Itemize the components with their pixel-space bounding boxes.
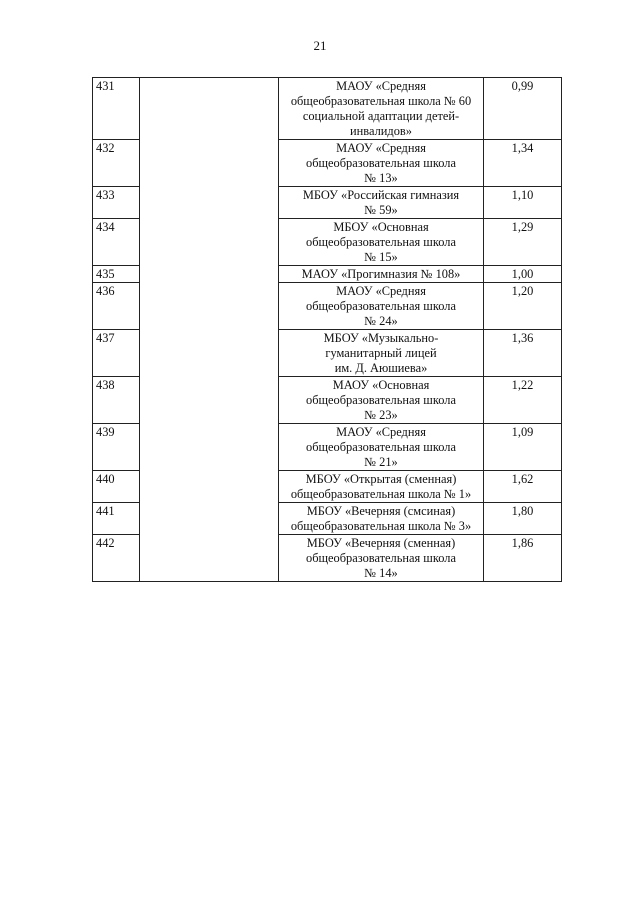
school-name-line: общеобразовательная школа xyxy=(306,235,456,249)
row-number: 433 xyxy=(93,187,140,219)
school-name-cell xyxy=(279,187,484,219)
coefficient-value: 0,99 xyxy=(484,78,562,140)
coefficient-value: 1,09 xyxy=(484,424,562,471)
school-name-line: № 24» xyxy=(364,314,398,328)
school-name-line: общеобразовательная школа xyxy=(306,156,456,170)
coefficient-value: 1,20 xyxy=(484,283,562,330)
school-name-cell xyxy=(279,503,484,535)
row-number: 439 xyxy=(93,424,140,471)
school-name-line: социальной адаптации детей- xyxy=(302,109,460,123)
merged-empty-cell xyxy=(140,78,279,582)
coefficient-value: 1,80 xyxy=(484,503,562,535)
coefficient-value: 1,36 xyxy=(484,330,562,377)
school-name-line: МАОУ «Средняя xyxy=(336,425,426,439)
school-name-cell xyxy=(279,78,484,140)
row-number: 432 xyxy=(93,140,140,187)
school-name-line: № 13» xyxy=(364,171,398,185)
school-name-line: МБОУ «Музыкально- xyxy=(323,331,439,345)
schools-table xyxy=(92,77,562,582)
school-name-line: общеобразовательная школа xyxy=(306,299,456,313)
table-body xyxy=(93,78,562,582)
table-row xyxy=(93,78,562,140)
school-name-line: общеобразовательная школа № 60 xyxy=(290,94,472,108)
school-name-cell xyxy=(279,219,484,266)
school-name-line: МБОУ «Открытая (сменная) xyxy=(305,472,457,486)
school-name-line: МАОУ «Средняя xyxy=(336,79,426,93)
school-name-line: инвалидов» xyxy=(350,124,412,138)
row-number: 442 xyxy=(93,535,140,582)
school-name-line: № 23» xyxy=(364,408,398,422)
row-number: 431 xyxy=(93,78,140,140)
school-name-cell xyxy=(279,471,484,503)
row-number: 438 xyxy=(93,377,140,424)
school-name-cell xyxy=(279,140,484,187)
coefficient-value: 1,29 xyxy=(484,219,562,266)
school-name-line: № 15» xyxy=(364,250,398,264)
school-name-cell xyxy=(279,424,484,471)
coefficient-value: 1,34 xyxy=(484,140,562,187)
school-name-cell xyxy=(279,266,484,283)
row-number: 437 xyxy=(93,330,140,377)
school-name-line: гуманитарный лицей xyxy=(325,346,437,360)
school-name-line: общеобразовательная школа № 1» xyxy=(290,487,472,501)
school-name-cell xyxy=(279,283,484,330)
school-name-cell xyxy=(279,330,484,377)
coefficient-value: 1,86 xyxy=(484,535,562,582)
row-number: 440 xyxy=(93,471,140,503)
school-name-line: № 21» xyxy=(364,455,398,469)
row-number: 435 xyxy=(93,266,140,283)
row-number: 436 xyxy=(93,283,140,330)
school-name-line: им. Д. Аюшиева» xyxy=(334,361,428,375)
school-name-line: МБОУ «Вечерняя (сменная) xyxy=(306,536,456,550)
school-name-line: общеобразовательная школа xyxy=(306,551,456,565)
school-name-line: общеобразовательная школа № 3» xyxy=(290,519,472,533)
school-name-line: МАОУ «Основная xyxy=(332,378,430,392)
school-name-cell xyxy=(279,535,484,582)
row-number: 441 xyxy=(93,503,140,535)
school-name-line: общеобразовательная школа xyxy=(306,393,456,407)
school-name-line: № 14» xyxy=(364,566,398,580)
page-number: 21 xyxy=(313,38,327,53)
school-name-cell xyxy=(279,377,484,424)
school-name-line: МБОУ «Вечерняя (смсиная) xyxy=(306,504,456,518)
school-name-line: общеобразовательная школа xyxy=(306,440,456,454)
school-name-line: МАОУ «Средняя xyxy=(336,284,426,298)
school-name-line: МАОУ «Средняя xyxy=(336,141,426,155)
coefficient-value: 1,22 xyxy=(484,377,562,424)
coefficient-value: 1,00 xyxy=(484,266,562,283)
school-name-line: МАОУ «Прогимназия № 108» xyxy=(301,267,461,281)
school-name-line: МБОУ «Основная xyxy=(333,220,429,234)
row-number: 434 xyxy=(93,219,140,266)
school-name-line: № 59» xyxy=(364,203,398,217)
school-name-line: МБОУ «Российская гимназия xyxy=(302,188,460,202)
coefficient-value: 1,10 xyxy=(484,187,562,219)
coefficient-value: 1,62 xyxy=(484,471,562,503)
